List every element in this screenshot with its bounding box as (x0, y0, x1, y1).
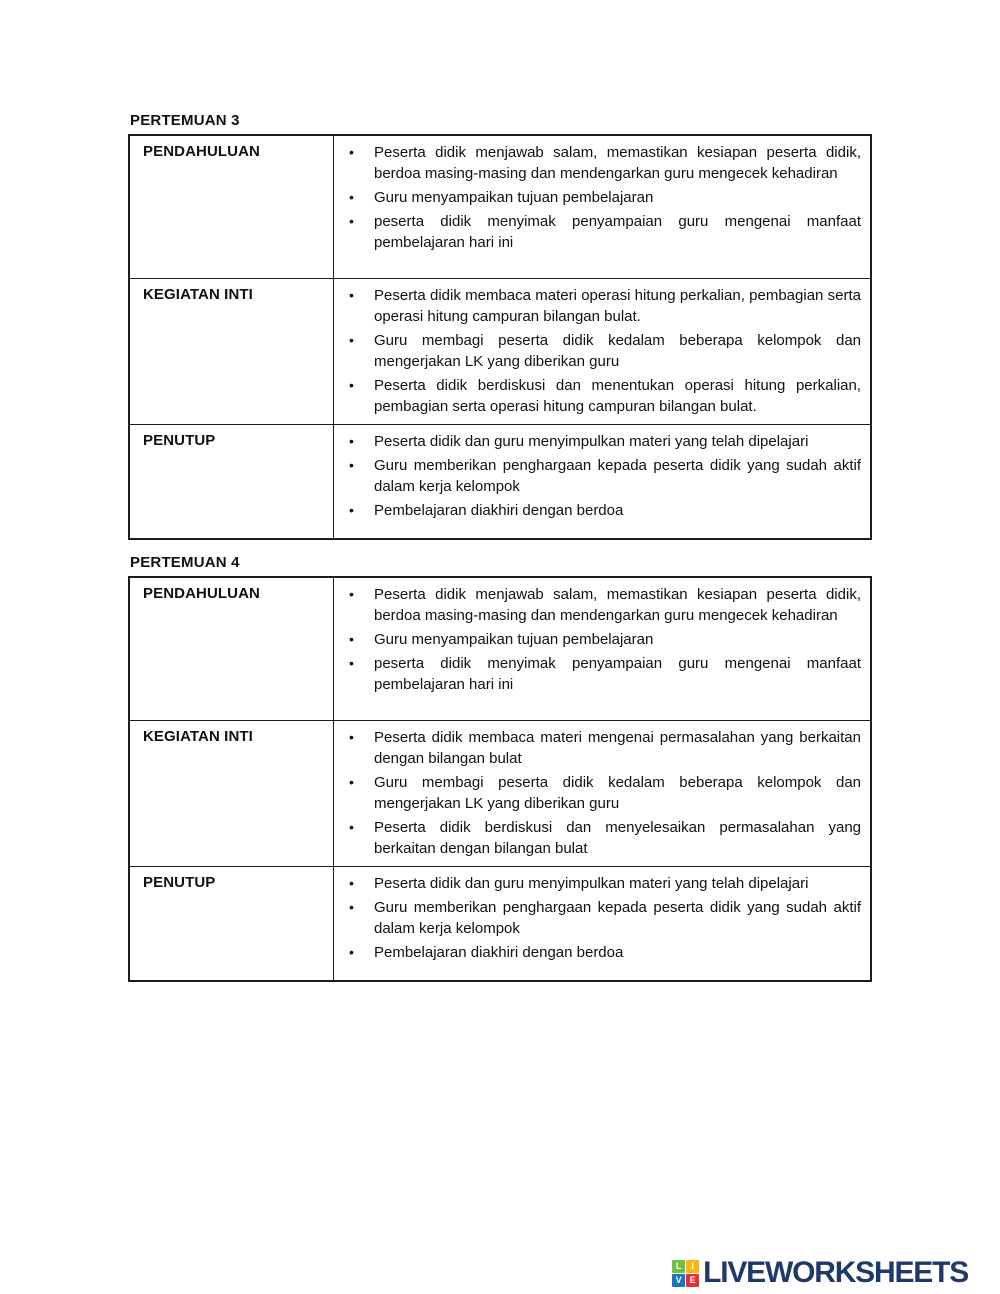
liveworksheets-logo[interactable] (672, 1258, 968, 1288)
list-item (346, 187, 861, 208)
section-pertemuan-3 (128, 112, 872, 540)
table-row (130, 578, 870, 720)
list-item (346, 584, 861, 626)
bullet-icon: • (349, 144, 354, 160)
table-row (130, 278, 870, 424)
list-item (346, 330, 861, 372)
bullet-icon: • (349, 502, 354, 518)
bullet-icon: • (349, 631, 354, 647)
phase-activities (334, 136, 870, 278)
phase-label: KEGIATAN INTI (130, 721, 334, 866)
bullet-icon: • (349, 377, 354, 393)
list-item (346, 285, 861, 327)
list-item (346, 942, 861, 963)
bullet-text: peserta didik menyimak penyampaian guru mengenai manfaat pembelajaran hari ini (374, 655, 861, 693)
phase-activities (334, 721, 870, 866)
list-item (346, 142, 861, 184)
bullet-text: Peserta didik membaca materi operasi hitung perkalian, pembagian serta operasi hitung campuran bilangan bulat. (374, 287, 861, 325)
bullet-icon: • (349, 189, 354, 205)
bullet-icon: • (349, 332, 354, 348)
phase-label: PENUTUP (130, 867, 334, 980)
document-body (128, 112, 872, 996)
bullet-text: Peserta didik dan guru menyimpulkan materi yang telah dipelajari (374, 875, 809, 892)
bullet-text: Peserta didik dan guru menyimpulkan materi yang telah dipelajari (374, 433, 809, 450)
bullet-text: Guru memberikan penghargaan kepada peserta didik yang sudah aktif dalam kerja kelompok (374, 457, 861, 495)
bullet-text: Guru memberikan penghargaan kepada peserta didik yang sudah aktif dalam kerja kelompok (374, 899, 861, 937)
logo-tile-e: E (686, 1274, 699, 1287)
list-item (346, 727, 861, 769)
list-item (346, 375, 861, 417)
phase-label: PENDAHULUAN (130, 578, 334, 720)
table-row (130, 424, 870, 538)
list-item (346, 211, 861, 253)
table-row (130, 136, 870, 278)
phase-activities (334, 867, 870, 980)
list-item (346, 629, 861, 650)
bullet-icon: • (349, 819, 354, 835)
bullet-icon: • (349, 729, 354, 745)
liveworksheets-tiles-icon (672, 1260, 699, 1287)
list-item (346, 873, 861, 894)
bullet-icon: • (349, 944, 354, 960)
section-title: PERTEMUAN 4 (130, 554, 240, 571)
list-item (346, 653, 861, 695)
bullet-text: Peserta didik berdiskusi dan menentukan operasi hitung perkalian, pembagian serta operasi hitung campuran bilangan bulat. (374, 377, 861, 415)
bullet-icon: • (349, 433, 354, 449)
section-title: PERTEMUAN 3 (130, 112, 240, 129)
bullet-text: Guru menyampaikan tujuan pembelajaran (374, 631, 654, 648)
list-item (346, 455, 861, 497)
bullet-text: Pembelajaran diakhiri dengan berdoa (374, 944, 624, 961)
bullet-text: Peserta didik menjawab salam, memastikan kesiapan peserta didik, berdoa masing-masing dan mendengarkan guru mengecek kehadiran (374, 586, 861, 624)
bullet-icon: • (349, 774, 354, 790)
logo-tile-i: I (686, 1260, 699, 1273)
bullet-text: Guru membagi peserta didik kedalam beberapa kelompok dan mengerjakan LK yang diberikan guru (374, 774, 861, 812)
lesson-table (128, 134, 872, 540)
bullet-text: Guru menyampaikan tujuan pembelajaran (374, 189, 654, 206)
bullet-icon: • (349, 655, 354, 671)
lesson-table (128, 576, 872, 982)
phase-label: PENDAHULUAN (130, 136, 334, 278)
list-item (346, 500, 861, 521)
list-item (346, 431, 861, 452)
bullet-text: Peserta didik menjawab salam, memastikan kesiapan peserta didik, berdoa masing-masing dan mendengarkan guru mengecek kehadiran (374, 144, 861, 182)
bullet-icon: • (349, 213, 354, 229)
bullet-icon: • (349, 875, 354, 891)
table-row (130, 720, 870, 866)
bullet-text: Peserta didik berdiskusi dan menyelesaikan permasalahan yang berkaitan dengan bilangan bulat (374, 819, 861, 857)
bullet-text: Peserta didik membaca materi mengenai permasalahan yang berkaitan dengan bilangan bulat (374, 729, 861, 767)
bullet-text: Guru membagi peserta didik kedalam beberapa kelompok dan mengerjakan LK yang diberikan guru (374, 332, 861, 370)
logo-tile-v: V (672, 1274, 685, 1287)
bullet-icon: • (349, 287, 354, 303)
phase-activities (334, 425, 870, 538)
table-row (130, 866, 870, 980)
phase-label: KEGIATAN INTI (130, 279, 334, 424)
bullet-icon: • (349, 586, 354, 602)
phase-label: PENUTUP (130, 425, 334, 538)
liveworksheets-wordmark: LIVEWORKSHEETS (703, 1256, 968, 1289)
phase-activities (334, 279, 870, 424)
bullet-icon: • (349, 457, 354, 473)
bullet-text: peserta didik menyimak penyampaian guru mengenai manfaat pembelajaran hari ini (374, 213, 861, 251)
bullet-icon: • (349, 899, 354, 915)
logo-tile-l: L (672, 1260, 685, 1273)
phase-activities (334, 578, 870, 720)
list-item (346, 772, 861, 814)
list-item (346, 897, 861, 939)
section-pertemuan-4 (128, 554, 872, 982)
list-item (346, 817, 861, 859)
bullet-text: Pembelajaran diakhiri dengan berdoa (374, 502, 624, 519)
